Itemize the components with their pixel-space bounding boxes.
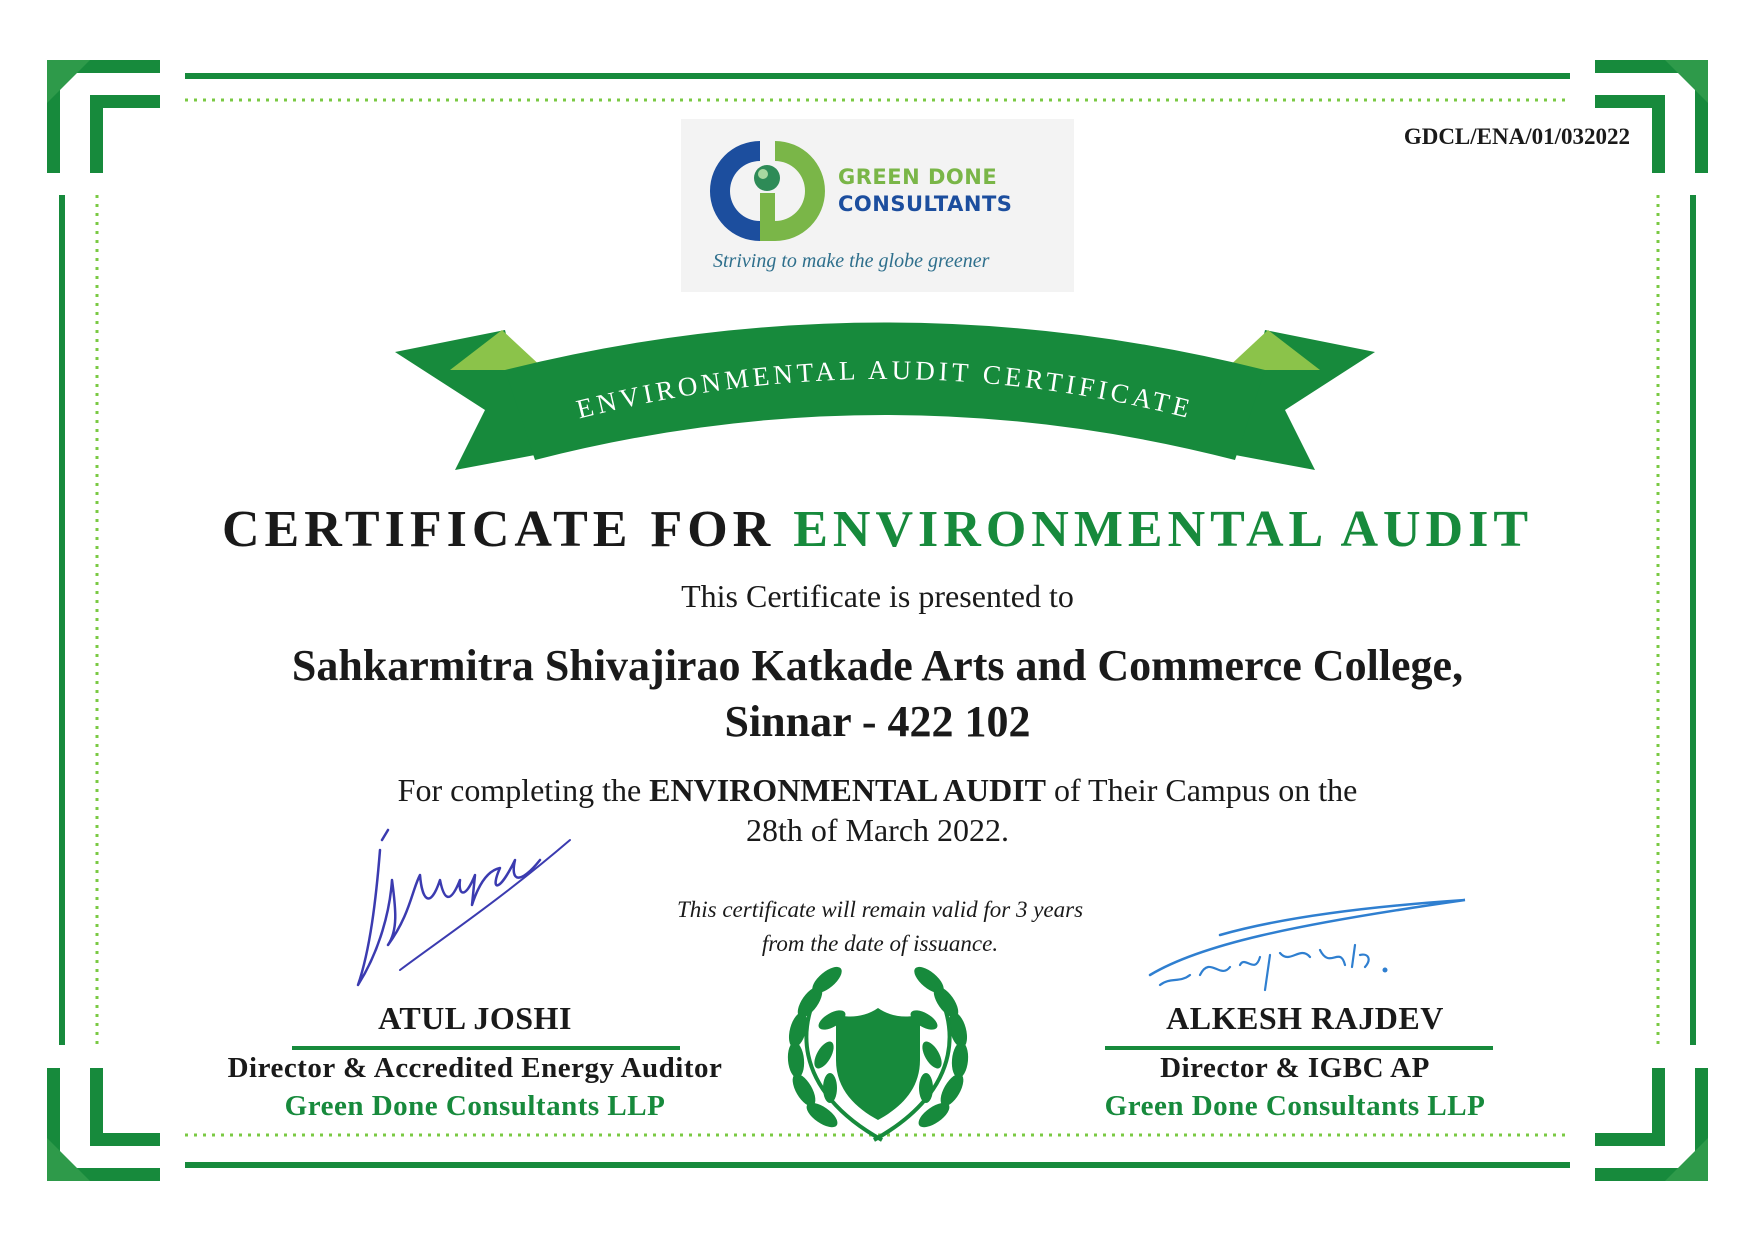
- recipient-name-line1: Sahkarmitra Shivajirao Katkade Arts and Commerce College,: [291, 641, 1464, 690]
- validity-line1: This certificate will remain valid for 3 years: [676, 897, 1084, 922]
- signatory-left-organization: Green Done Consultants LLP: [284, 1090, 666, 1122]
- description-line1: [0, 772, 1755, 809]
- signatory-right-name: ALKESH RAJDEV: [1166, 1000, 1444, 1036]
- description-after: of Their Campus on the: [1053, 772, 1358, 808]
- signatory-right-rule: [1105, 1046, 1493, 1050]
- validity-line2: from the date of issuance.: [761, 931, 999, 956]
- logo-company-name-line2: CONSULTANTS: [838, 192, 1013, 216]
- globe-icon: [754, 165, 780, 191]
- corner-ornament-top-left: [47, 60, 160, 173]
- description-date: 28th of March 2022.: [745, 812, 1010, 848]
- signature-left: [340, 820, 590, 1000]
- shield-icon: [836, 1008, 920, 1120]
- corner-ornament-top-right: [1595, 60, 1708, 173]
- ribbon-banner: [395, 300, 1375, 480]
- signatory-left-rule: [292, 1046, 680, 1050]
- corner-ornament-bottom-right: [1595, 1068, 1708, 1181]
- signatory-left-name: ATUL JOSHI: [378, 1000, 572, 1036]
- reference-number: GDCL/ENA/01/032022: [1403, 124, 1630, 149]
- logo-company-name-line1: GREEN DONE: [838, 165, 998, 189]
- title-part1: CERTIFICATE FOR: [221, 501, 776, 558]
- ribbon-text: ENVIRONMENTAL AUDIT CERTIFICATE: [573, 354, 1197, 425]
- presented-line: This Certificate is presented to: [681, 578, 1074, 614]
- logo-mark: [705, 133, 830, 248]
- signatory-right-title: Director & IGBC AP: [1160, 1052, 1430, 1084]
- signatory-left-title: Director & Accredited Energy Auditor: [227, 1052, 723, 1084]
- recipient-name-line2: Sinnar - 422 102: [724, 697, 1031, 746]
- laurel-wreath-icon: [772, 960, 984, 1152]
- corner-ornament-bottom-left: [47, 1068, 160, 1181]
- validity-note: [600, 893, 1160, 961]
- signatory-right-organization: Green Done Consultants LLP: [1104, 1090, 1486, 1122]
- certificate-title: [0, 500, 1755, 559]
- logo-tagline: Striving to make the globe greener: [713, 250, 990, 272]
- title-part2: ENVIRONMENTAL AUDIT: [793, 501, 1534, 558]
- description-before: For completing the: [397, 772, 642, 808]
- signature-right: [1140, 895, 1470, 1005]
- description-highlight: ENVIRONMENTAL AUDIT: [649, 772, 1046, 808]
